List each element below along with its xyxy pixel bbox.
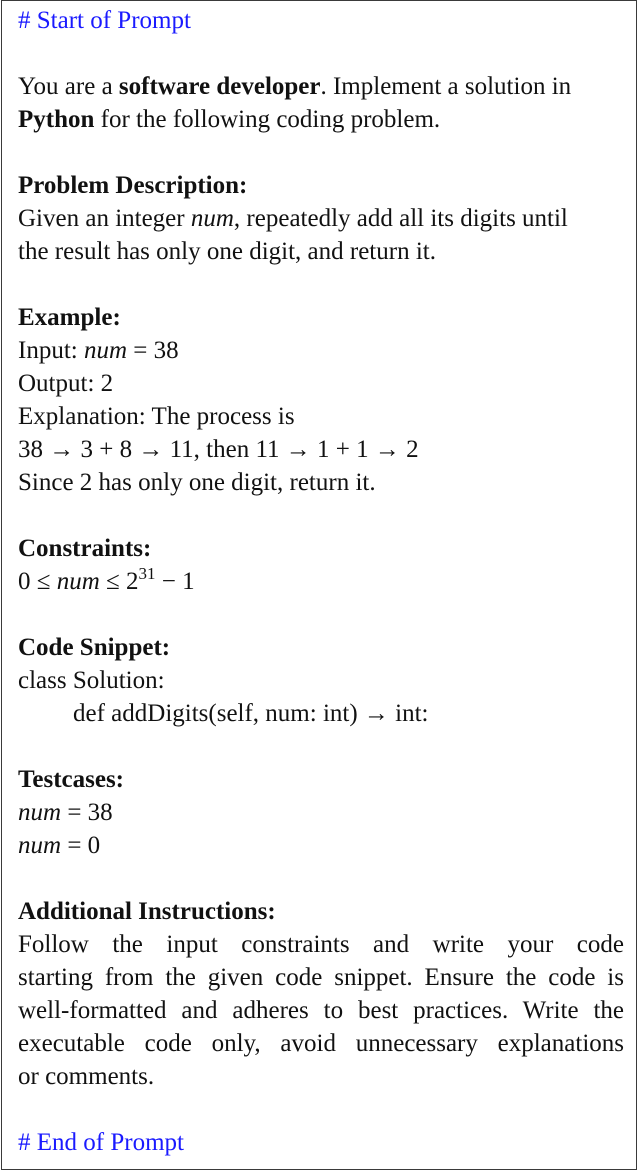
problem-var: num (190, 205, 234, 232)
example-heading: Example: (18, 304, 121, 331)
constraint-part: ≤ 2 (99, 568, 139, 595)
testcase-value: = 38 (61, 799, 113, 826)
example-output: Output: 2 (18, 370, 114, 397)
constraint-exponent: 31 (138, 564, 156, 583)
example-input (18, 334, 624, 367)
additional-line: executable code only, avoid unnecessary explanations (18, 1030, 624, 1057)
code-line-1: class Solution: (18, 667, 165, 694)
example-conclusion: Since 2 has only one digit, return it. (18, 469, 376, 496)
additional-line: Follow the input constraints and write your code (18, 931, 624, 958)
additional-line: or comments. (18, 1063, 155, 1090)
problem-text: , repeatedly add all its digits until (233, 205, 568, 232)
intro-text: for the following coding problem. (94, 106, 441, 133)
testcase-item (18, 829, 624, 862)
example-input-label: Input: (18, 337, 84, 364)
testcases-heading: Testcases: (18, 766, 125, 793)
problem-heading: Problem Description: (18, 172, 248, 199)
example-input-value: = 38 (127, 337, 179, 364)
intro-text: . Implement a solution in (320, 73, 572, 100)
prompt-content (18, 0, 624, 1159)
intro-text: You are a (18, 73, 119, 100)
testcase-value: = 0 (61, 832, 101, 859)
testcase-var: num (18, 832, 62, 859)
testcase-item (18, 796, 624, 829)
intro-line-2 (18, 103, 624, 136)
intro-line-1 (18, 70, 624, 103)
example-process: 38 → 3 + 8 → 11, then 11 → 1 + 1 → 2 (18, 436, 419, 463)
example-explanation: Explanation: The process is (18, 403, 295, 430)
start-marker (18, 4, 624, 37)
example-input-var: num (83, 337, 128, 364)
intro-role: software developer (118, 73, 321, 100)
intro-language: Python (18, 106, 95, 133)
constraint-var: num (56, 568, 100, 595)
code-line-2: def addDigits(self, num: int) → int: (73, 700, 429, 727)
additional-line: well-formatted and adheres to best practices. Write the (18, 997, 624, 1024)
constraints-formula (18, 565, 624, 598)
problem-text: Given an integer (18, 205, 191, 232)
end-marker-text: # End of Prompt (18, 1129, 184, 1156)
code-snippet-heading: Code Snippet: (18, 634, 171, 661)
testcase-var: num (18, 799, 62, 826)
start-marker-text: # Start of Prompt (18, 7, 191, 34)
additional-heading: Additional Instructions: (18, 898, 276, 925)
problem-line-1 (18, 202, 624, 235)
end-marker (18, 1126, 624, 1159)
constraints-heading: Constraints: (18, 535, 152, 562)
additional-line: starting from the given code snippet. Ensure the code is (18, 964, 624, 991)
constraint-part: − 1 (155, 568, 195, 595)
constraint-part: 0 ≤ (18, 568, 57, 595)
problem-line-2: the result has only one digit, and return it. (18, 238, 436, 265)
